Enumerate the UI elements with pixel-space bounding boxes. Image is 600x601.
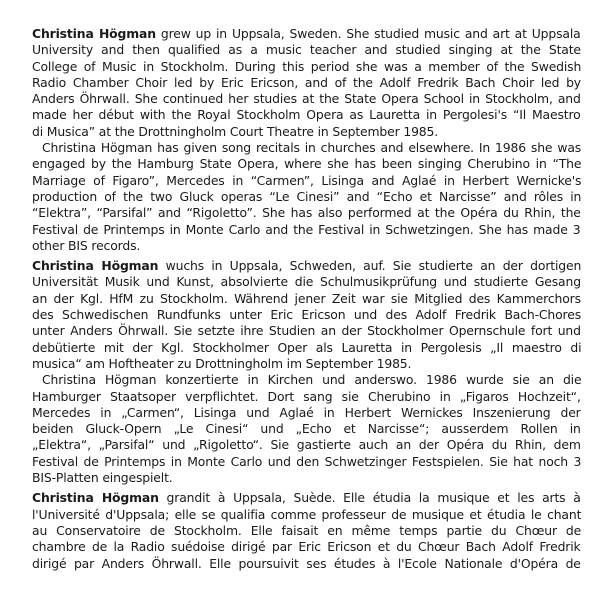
line-text: dirigé par Anders Öhrwall. Elle poursuivit ses études à l'Ecole Nationale d'Opéra de <box>32 555 581 571</box>
line-text: wuchs in Uppsala, Schweden, auf. Sie studierte an der dortigen <box>158 258 582 274</box>
line-text: Universität Musik und Kunst, absolvierte die Schulmusikprüfung und studierte Gesang <box>32 274 581 290</box>
text-line <box>32 258 581 274</box>
text-line <box>32 173 581 189</box>
text-line <box>32 26 581 42</box>
text-line <box>32 470 581 486</box>
line-text: an der Kgl. HfM zu Stockholm. Während jener Zeit war sie Mitglied des Kammerchors <box>32 290 581 306</box>
biography-english <box>32 26 581 254</box>
text-line <box>32 189 581 205</box>
line-text: debütierte mit der Kgl. Stockholmer Oper als Lauretta in Pergolesis „Il maestro di <box>32 339 582 355</box>
line-text: „Elektra“, „Parsifal“ und „Rigoletto“. Sie gastierte auch an der Opéra du Rhin, dem <box>32 437 581 453</box>
text-line <box>32 454 581 470</box>
text-line <box>32 307 581 323</box>
line-text: Anders Öhrwall. She continued her studies at the State Opera School in Stockholm, and <box>32 91 581 107</box>
text-line <box>32 75 581 91</box>
text-line <box>32 205 581 221</box>
line-text: College of Music in Stockholm. During this period she was a member of the Swedish <box>32 58 582 74</box>
text-line <box>32 405 581 421</box>
text-line <box>32 389 581 405</box>
line-text: beiden Gluck-Opern „Le Cinesi“ und „Echo et Narcisse“; ausserdem Rollen in <box>32 421 581 437</box>
artist-name: Christina Högman <box>32 26 156 41</box>
line-text: grew up in Uppsala, Sweden. She studied music and art at Uppsala <box>155 26 581 41</box>
biography-german <box>32 258 581 486</box>
text-line <box>32 372 581 388</box>
line-text: au Conservatoire de Stockholm. Elle faisait en même temps partie du Chœur de <box>32 522 582 538</box>
text-line <box>32 356 581 372</box>
line-text: production of the two Gluck operas “Le Cinesi” and “Echo et Narcisse” and rôles in <box>32 188 582 204</box>
line-text: musica“ am Hoftheater zu Drottningholm im September 1985. <box>32 355 412 371</box>
text-line <box>32 238 581 254</box>
text-line <box>32 274 581 290</box>
line-text: Radio Chamber Choir led by Eric Ericson, and of the Adolf Fredrik Bach Choir led by <box>32 74 581 90</box>
text-line <box>32 421 581 437</box>
text-line <box>32 124 581 140</box>
line-text: Festival de Printemps in Monte Carlo and the Festival in Schwetzingen. She has made 3 <box>32 221 581 237</box>
text-line <box>32 107 581 123</box>
text-line <box>32 539 581 555</box>
text-line <box>32 156 581 172</box>
text-line <box>32 323 581 339</box>
line-text: grandit à Uppsala, Suède. Elle étudia la musique et les arts à <box>158 490 581 506</box>
line-text: Christina Högman has given song recitals in churches and elsewhere. In 1986 she was <box>42 140 582 156</box>
text-line <box>32 91 581 107</box>
line-text: Christina Högman konzertierte in Kirchen und anderswo. 1986 wurde sie an die <box>42 372 582 388</box>
line-text: engaged by the Hamburg State Opera, where she has been singing Cherubino in “The <box>32 156 582 172</box>
text-line <box>32 507 581 523</box>
line-text: unter Anders Öhrwall. Sie setzte ihre Studien an der Stockholmer Opernschule fort und <box>32 323 581 339</box>
line-text: University and then qualified as a music teacher and studied singing at the State <box>32 42 581 58</box>
line-text: made her début with the Royal Stockholm Opera as Lauretta in Pergolesi's “Il Maestro <box>32 107 581 123</box>
line-text: Marriage of Figaro”, Mercedes in “Carmen”, Lisinga and Aglaé in Herbert Wernicke's <box>32 172 582 188</box>
text-line <box>32 222 581 238</box>
text-line <box>32 59 581 75</box>
biography-page <box>32 26 581 576</box>
text-line <box>32 523 581 539</box>
line-text: di Musica” at the Drottningholm Court Theatre in September 1985. <box>32 123 439 139</box>
line-text: “Elektra”, “Parsifal” and “Rigoletto”. She has also performed at the Opéra du Rhin, the <box>32 205 581 221</box>
text-line <box>32 140 581 156</box>
artist-name: Christina Högman <box>32 490 159 506</box>
artist-name: Christina Högman <box>32 258 159 274</box>
text-line <box>32 437 581 453</box>
line-text: chambre de la Radio suédoise dirigé par Eric Ericson et du Chœur Bach Adolf Fredrik <box>32 539 581 555</box>
line-text: Hamburger Staatsoper verpflichtet. Dort sang sie Cherubino in „Figaros Hochzeit“, <box>32 388 581 404</box>
line-text: Festival de Printemps in Monte Carlo und den Schwetzinger Festspielen. Sie hat noch 3 <box>32 453 582 469</box>
line-text: Mercedes in „Carmen“, Lisinga und Aglaé in Herbert Wernickes Inszenierung der <box>32 404 581 420</box>
line-text: l'Université d'Uppsala; elle se qualifia comme professeur de musique et étudia le chant <box>32 506 582 522</box>
line-text: des Schwedischen Rundfunks unter Eric Ericson und des Adolf Fredrik Bach-Chores <box>32 307 582 323</box>
text-line <box>32 490 581 506</box>
text-line <box>32 291 581 307</box>
text-line <box>32 340 581 356</box>
biography-french <box>32 490 581 571</box>
text-line <box>32 556 581 572</box>
line-text: other BIS records. <box>32 237 141 253</box>
text-line <box>32 42 581 58</box>
line-text: BIS-Platten eingespielt. <box>32 470 173 486</box>
